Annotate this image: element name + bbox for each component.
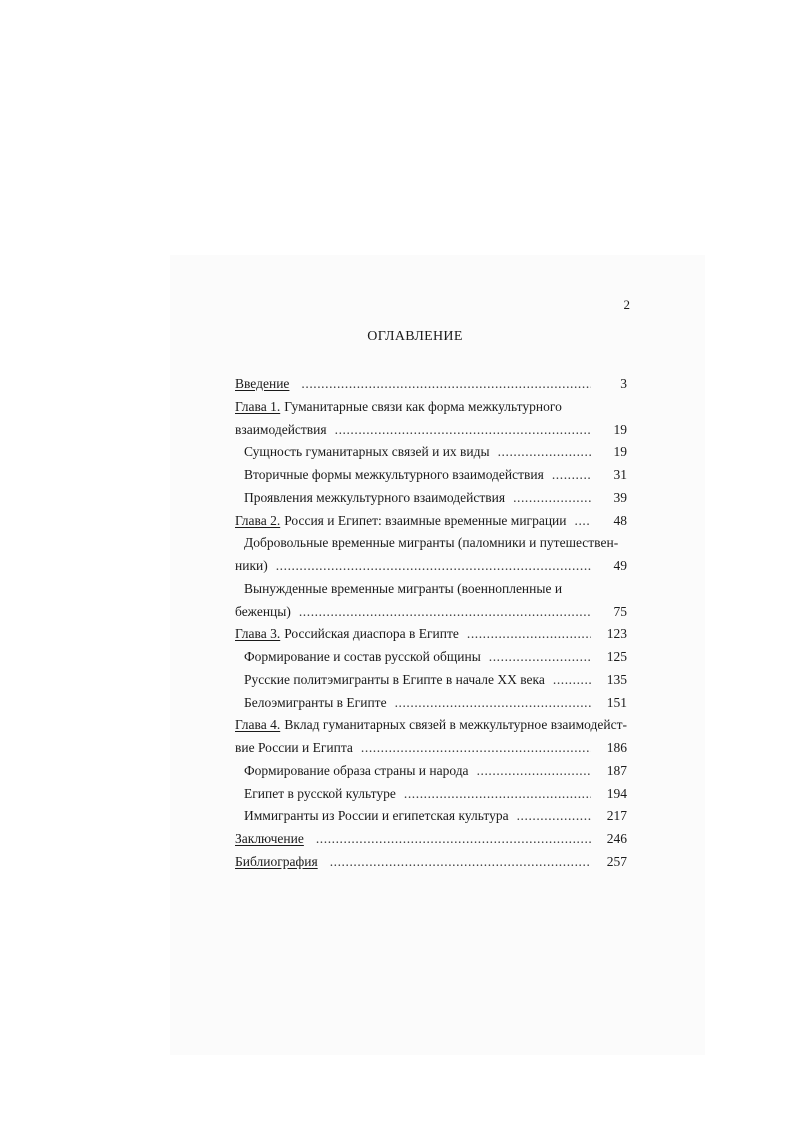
toc-ch3-title: Российская диаспора в Египте bbox=[284, 626, 459, 642]
dot-leader bbox=[553, 669, 591, 692]
toc-entry-ch3[interactable] bbox=[235, 623, 627, 646]
dot-leader bbox=[517, 805, 591, 828]
toc-entry-ch2[interactable] bbox=[235, 510, 627, 533]
toc-section-page: 49 bbox=[613, 558, 627, 573]
toc-intro-label: Введение bbox=[235, 376, 290, 391]
toc-section[interactable] bbox=[235, 441, 627, 464]
toc-section-title-line2: беженцы) bbox=[235, 603, 291, 619]
toc-section[interactable] bbox=[235, 760, 627, 783]
toc-ch3-label: Глава 3. bbox=[235, 626, 281, 642]
toc-section[interactable] bbox=[235, 578, 627, 601]
dot-leader bbox=[395, 692, 591, 715]
toc-section-title-line2: ники) bbox=[235, 558, 268, 573]
toc-section-title: Формирование образа страны и народа bbox=[244, 762, 469, 778]
toc-section-title: Проявления межкультурного взаимодействия bbox=[244, 489, 506, 505]
dot-leader bbox=[489, 646, 591, 669]
dot-leader bbox=[276, 555, 591, 578]
toc-section-title: Египет в русской культуре bbox=[244, 785, 396, 801]
dot-leader bbox=[404, 783, 591, 806]
toc-section-title: Сущность гуманитарных связей и их виды bbox=[244, 444, 490, 460]
dot-leader bbox=[513, 487, 591, 510]
toc-section-title: Иммигранты из России и египетская культура bbox=[244, 808, 509, 824]
toc-section-page: 31 bbox=[613, 467, 627, 482]
toc-ch1-title-line1: Гуманитарные связи как форма межкультурного bbox=[284, 398, 562, 414]
toc-conclusion-page: 246 bbox=[606, 831, 627, 846]
dot-leader bbox=[316, 828, 591, 851]
toc-section-title: Вторичные формы межкультурного взаимодействия bbox=[244, 467, 544, 482]
toc-entry-conclusion[interactable] bbox=[235, 828, 627, 851]
toc-section-title: Белоэмигранты в Египте bbox=[244, 694, 387, 710]
table-of-contents bbox=[235, 373, 627, 874]
toc-section-cont[interactable] bbox=[235, 555, 627, 578]
toc-ch2-page: 48 bbox=[613, 512, 627, 528]
toc-section-page: 187 bbox=[606, 762, 627, 778]
toc-section-page: 135 bbox=[606, 671, 627, 687]
toc-entry-bibliography[interactable] bbox=[235, 851, 627, 874]
toc-section[interactable] bbox=[235, 805, 627, 828]
toc-section[interactable] bbox=[235, 646, 627, 669]
toc-entry-intro[interactable] bbox=[235, 373, 627, 396]
toc-ch1-page: 19 bbox=[613, 421, 627, 437]
toc-ch4-page: 186 bbox=[606, 740, 627, 755]
dot-leader bbox=[467, 623, 591, 646]
dot-leader bbox=[552, 464, 591, 487]
toc-section-title: Формирование и состав русской общины bbox=[244, 649, 481, 664]
toc-section-title-line1: Вынужденные временные мигранты (военнопленные и bbox=[244, 580, 563, 596]
toc-ch1-title-line2: взаимодействия bbox=[235, 421, 327, 437]
toc-section[interactable] bbox=[235, 464, 627, 487]
toc-entry-ch1[interactable] bbox=[235, 396, 627, 419]
toc-section[interactable] bbox=[235, 692, 627, 715]
dot-leader bbox=[299, 601, 591, 624]
toc-section-cont[interactable] bbox=[235, 601, 627, 624]
toc-ch4-title-line2: вие России и Египта bbox=[235, 740, 353, 755]
toc-section-page: 19 bbox=[613, 444, 627, 460]
toc-section[interactable] bbox=[235, 487, 627, 510]
dot-leader bbox=[498, 441, 591, 464]
toc-entry-ch4-cont[interactable] bbox=[235, 737, 627, 760]
toc-section-page: 75 bbox=[613, 603, 627, 619]
toc-ch2-label: Глава 2. bbox=[235, 512, 281, 528]
toc-section[interactable] bbox=[235, 532, 627, 555]
toc-bibliography-page: 257 bbox=[606, 853, 627, 869]
toc-ch4-label: Глава 4. bbox=[235, 717, 281, 733]
toc-section-page: 151 bbox=[606, 694, 627, 710]
toc-section-page: 194 bbox=[606, 785, 627, 801]
toc-bibliography-label: Библиография bbox=[235, 853, 318, 869]
dot-leader bbox=[330, 851, 591, 874]
toc-entry-ch1-cont[interactable] bbox=[235, 419, 627, 442]
toc-section-title: Русские политэмигранты в Египте в начале XX века bbox=[244, 671, 545, 687]
toc-section[interactable] bbox=[235, 669, 627, 692]
toc-ch2-title: Россия и Египет: взаимные временные миграции bbox=[284, 512, 567, 528]
dot-leader bbox=[335, 419, 591, 442]
toc-entry-ch4[interactable] bbox=[235, 714, 627, 737]
toc-section-page: 217 bbox=[606, 808, 627, 824]
dot-leader bbox=[575, 510, 591, 533]
toc-conclusion-label: Заключение bbox=[235, 831, 304, 846]
toc-section-page: 39 bbox=[613, 489, 627, 505]
toc-section[interactable] bbox=[235, 783, 627, 806]
toc-section-page: 125 bbox=[606, 649, 627, 664]
dot-leader bbox=[301, 373, 591, 396]
toc-ch3-page: 123 bbox=[606, 626, 627, 642]
dot-leader bbox=[477, 760, 591, 783]
toc-intro-page: 3 bbox=[620, 376, 627, 391]
page-number: 2 bbox=[623, 297, 630, 312]
toc-section-title-line1: Добровольные временные мигранты (паломники и путешествен- bbox=[244, 535, 619, 551]
dot-leader bbox=[361, 737, 591, 760]
toc-ch4-title-line1: Вклад гуманитарных связей в межкультурное взаимодейст- bbox=[284, 717, 627, 733]
toc-ch1-label: Глава 1. bbox=[235, 398, 281, 414]
page-title: ОГЛАВЛЕНИЕ bbox=[367, 329, 463, 344]
